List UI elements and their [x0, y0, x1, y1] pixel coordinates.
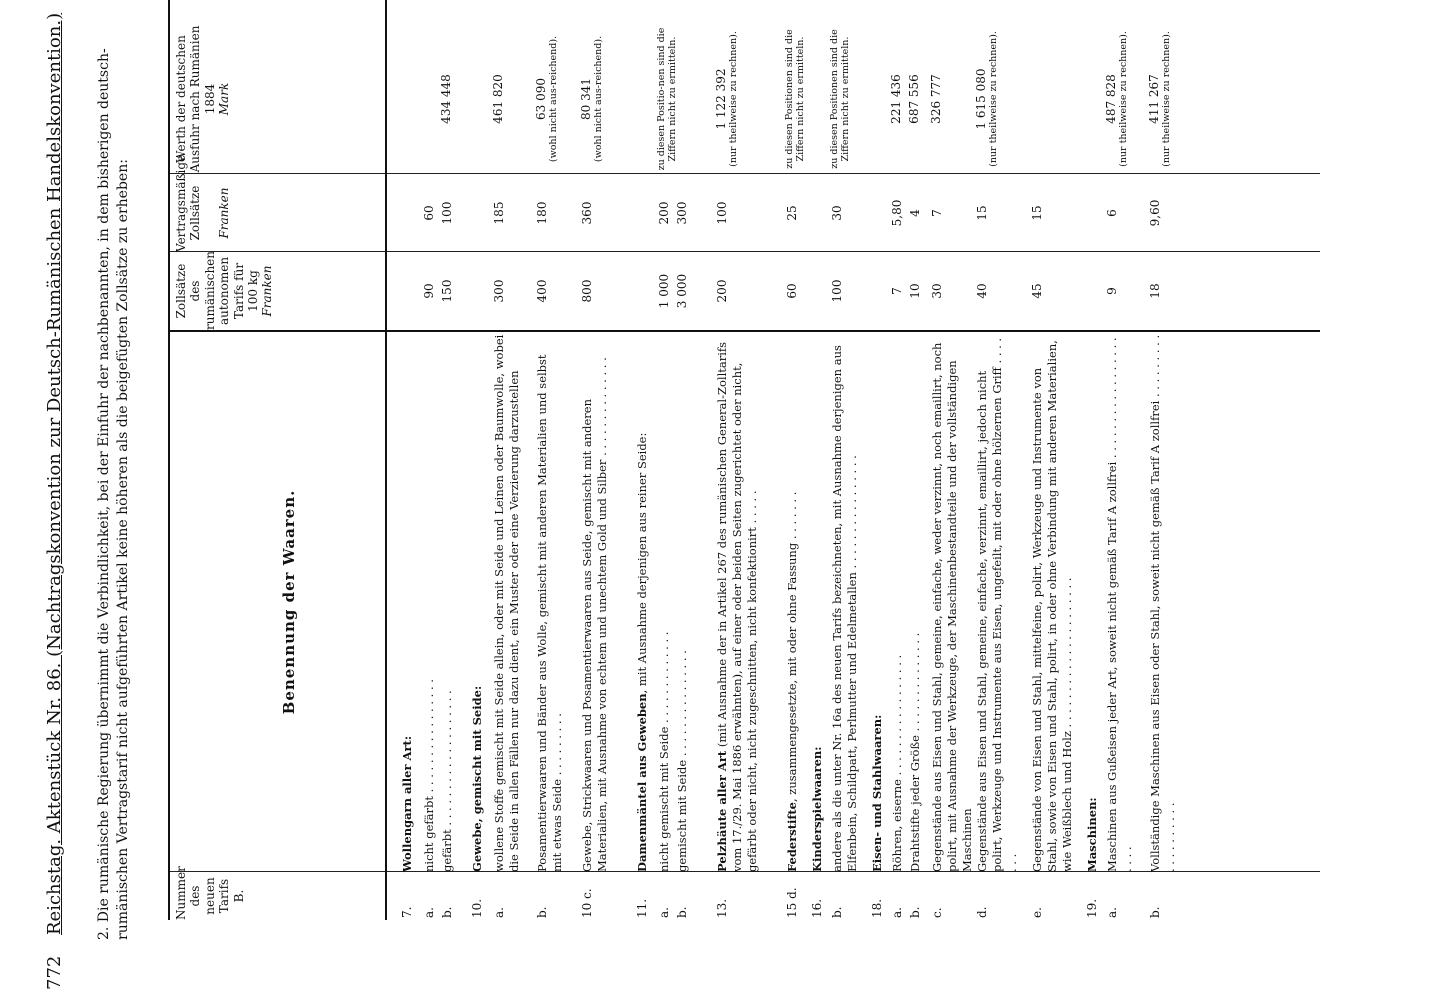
item-description: gemischt mit Seide . . . . . . . . . . . . . . . [675, 650, 689, 872]
item-number: 19. [1085, 898, 1099, 918]
item-number: a. [1105, 907, 1119, 918]
treaty-rate: 300 [675, 201, 689, 225]
autonomous-rate: 3 000 [675, 273, 689, 309]
export-value [657, 24, 679, 174]
item-description: nicht gemischt mit Seide . . . . . . . . . . . . . [657, 631, 671, 872]
item-description: Gegenstände aus Eisen und Stahl, gemeine, einfache, weder verzinnt, noch emaillirt, noch polirt, mit Ausnahme der Werkzeuge, der Maschinenbestandteile und der vollständigen Maschinen [930, 342, 975, 872]
autonomous-rate: 9 [1105, 287, 1119, 295]
item-description: Posamentierwaaren und Bänder aus Wolle, gemischt mit anderen Materialien und selbst mit etwas Seide . . . . . . . . . [535, 354, 565, 872]
treaty-rate: 7 [930, 209, 944, 217]
item-number: 16. [810, 898, 824, 918]
value-note: (nur theilweise zu rechnen). [1160, 31, 1172, 167]
item-number: b. [535, 906, 549, 918]
item-number: a. [890, 907, 904, 918]
autonomous-rate: 90 [422, 283, 436, 299]
header-description: Benennung der Waaren. [280, 489, 298, 715]
autonomous-rate: 30 [930, 283, 944, 299]
item-description: Maschinen: [1085, 797, 1099, 872]
export-value [908, 24, 922, 174]
autonomous-rate: 45 [1030, 283, 1044, 299]
export-value [890, 24, 904, 174]
treaty-rate: 9,60 [1148, 199, 1162, 227]
item-number: 13. [715, 898, 729, 918]
treaty-rate: 6 [1105, 209, 1119, 217]
item-number: b. [440, 906, 454, 918]
treaty-rate: 185 [492, 201, 506, 225]
tariff-table [168, 0, 1320, 920]
item-number: a. [657, 907, 671, 918]
item-number: b. [675, 906, 689, 918]
autonomous-rate: 800 [580, 279, 594, 303]
item-number: b. [908, 906, 922, 918]
export-value [492, 24, 506, 174]
item-description: Maschinen aus Gußeisen jeder Art, soweit nicht gemäß Tarif A zollfrei . . . . . . . . . . . . . . . . . . . . . [1105, 337, 1135, 872]
export-value [1105, 24, 1130, 174]
autonomous-rate: 7 [890, 287, 904, 295]
intro-paragraph: 2. Die rumänische Regierung übernimmt die Verbindlichkeit, bei der Einfuhr der nachbenannten, in dem bisherigen deutsch-rumänischen Vertragstarif nicht aufgeführten Artikel keine höheren als die beigefügten Zollsätze zu erheben: [96, 48, 131, 940]
autonomous-rate: 150 [440, 279, 454, 303]
autonomous-rate: 200 [715, 279, 729, 303]
autonomous-rate: 1 000 [657, 273, 671, 309]
header-autonomous: Zollsätze des rumänischen autonomen Tarifs für 100 kg Franken [174, 250, 275, 330]
item-description: Röhren, eiserne . . . . . . . . . . . . . . . . . [890, 654, 904, 872]
item-number: c. [930, 907, 944, 918]
autonomous-rate: 18 [1148, 283, 1162, 299]
item-description: Wollengarn aller Art: [400, 735, 414, 872]
item-description: nicht gefärbt . . . . . . . . . . . . . . . . [422, 679, 436, 872]
treaty-rate: 4 [908, 209, 922, 217]
export-value [785, 24, 807, 174]
item-description: Vollständige Maschinen aus Eisen oder Stahl, soweit nicht gemäß Tarif A zollfrei . . . . . . . . . . . . . . . . . . . [1148, 334, 1178, 872]
value-note: (nur theilweise zu rechnen). [1117, 31, 1129, 167]
autonomous-rate: 10 [908, 283, 922, 299]
item-number: 10. [470, 898, 484, 918]
item-description: Drahtstifte jeder Größe . . . . . . . . . . . . . . [908, 632, 922, 872]
value-number: 487 828 [1104, 74, 1118, 124]
header-value: Werth der deutschen Ausfuhr nach Rumänien 1884 Mark [174, 25, 232, 173]
value-number: 687 556 [907, 74, 921, 124]
item-description: Kinderspielwaaren: [810, 746, 824, 872]
export-value [830, 24, 852, 174]
item-description: wollene Stoffe gemischt mit Seide allein, oder mit Seide und Leinen oder Baumwolle, wobei die Seide in allen Fällen nur dazu dient, ein Muster oder eine Verzierung darzustellen [492, 334, 522, 872]
value-number: 80 341 [579, 78, 593, 120]
value-number: 326 777 [929, 74, 943, 124]
treaty-rate: 60 [422, 205, 436, 221]
item-description: andere als die unter Nr. 16a des neuen Tarifs bezeichneten, mit Ausnahme derjenigen aus Elfenbein, Schildpatt, Perlmutter und Edelmetallen . . . . . . . . . . . . . . . . [830, 345, 860, 872]
autonomous-rate: 300 [492, 279, 506, 303]
treaty-rate: 30 [830, 205, 844, 221]
treaty-rate: 15 [975, 205, 989, 221]
item-number: d. [975, 906, 989, 918]
item-number: b. [830, 906, 844, 918]
item-number: 15 d. [785, 887, 799, 918]
treaty-rate: 200 [657, 201, 671, 225]
item-description: Gewebe, gemischt mit Seide: [470, 685, 484, 872]
export-value [535, 24, 560, 174]
value-note: (wohl nicht aus-reichend). [547, 35, 559, 163]
header-rule [385, 0, 387, 920]
value-note: (nur theilweise zu rechnen). [987, 31, 999, 167]
treaty-rate: 15 [1030, 205, 1044, 221]
value-note: zu diesen Positionen sind die Ziffern nicht zu ermitteln. [829, 29, 851, 169]
autonomous-rate: 400 [535, 279, 549, 303]
item-number: a. [492, 907, 506, 918]
item-number: 11. [635, 898, 649, 918]
item-number: 10 c. [580, 888, 594, 918]
item-number: 7. [400, 906, 414, 918]
item-description: Eisen- und Stahlwaaren: [870, 714, 884, 872]
item-number: b. [1148, 906, 1162, 918]
side-credit [1398, 0, 1428, 1000]
export-value [930, 24, 944, 174]
export-value [1148, 24, 1173, 174]
treaty-rate: 180 [535, 201, 549, 225]
value-number: 434 448 [439, 74, 453, 124]
value-note: (nur theilweise zu rechnen). [727, 31, 739, 167]
treaty-rate: 25 [785, 205, 799, 221]
treaty-rate: 100 [715, 201, 729, 225]
treaty-rate: 100 [440, 201, 454, 225]
header-number: Nummer des neuen Tarifs B. [174, 866, 246, 920]
treaty-rate: 360 [580, 201, 594, 225]
page-title: Reichstag. Aktenstück Nr. 86. (Nachtragskonvention zur Deutsch-Rumänischen Handelskonvention.) [44, 12, 65, 935]
value-note: zu diesen Positionen sind die Ziffern nicht zu ermitteln. [784, 29, 806, 169]
export-value [715, 24, 740, 174]
item-number: a. [422, 907, 436, 918]
value-note: zu diesen Positio-nen sind die Ziffern nicht zu ermitteln. [656, 27, 678, 171]
export-value [975, 24, 1000, 174]
autonomous-rate: 60 [785, 283, 799, 299]
export-value [440, 24, 454, 174]
header-treaty: Vertragsmäßige Zollsätze Franken [174, 154, 232, 252]
page-number: 772 [44, 955, 65, 990]
value-number: 63 090 [534, 78, 548, 120]
item-description: gefärbt . . . . . . . . . . . . . . . . . . . [440, 690, 454, 872]
page-header [40, 0, 80, 1000]
item-description: Gewebe, Strickwaaren und Posamentierwaaren aus Seide, gemischt mit anderen Materialien, mit Ausnahme von echtem und unechtem Gold und Silber . . . . . . . . . . . . . . [580, 357, 610, 872]
value-note: (wohl nicht aus-reichend). [592, 35, 604, 163]
export-value [580, 24, 605, 174]
treaty-rate: 5,80 [890, 199, 904, 227]
autonomous-rate: 40 [975, 283, 989, 299]
value-number: 461 820 [491, 74, 505, 124]
item-description: Gegenstände aus Eisen und Stahl, gemeine, einfache, verzinnt, emaillirt, jedoch nicht polirt, Werkzeuge und Instrumente aus Eisen, ungefeilt, mit oder ohne hölzernen Griff . . . . . . . [975, 337, 1020, 872]
item-description: Pelzhäute aller Art (mit Ausnahme der in Artikel 267 des rumänischen General-Zolltarifs vom 17./29. Mai 1886 erwähnten), auf einer oder beiden Seiten zugerichtet oder nicht, gefärbt oder nicht, nicht zugeschnitten, nicht konfektionirt . . . . . [715, 341, 760, 872]
item-description: Federstifte, zusammengesetzte, mit oder ohne Fassung . . . . . . . [785, 491, 799, 872]
item-number: 18. [870, 898, 884, 918]
value-number: 1 615 080 [974, 68, 988, 130]
item-description: Damenmäntel aus Geweben, mit Ausnahme derjenigen aus reiner Seide: [635, 432, 649, 872]
value-number: 411 267 [1147, 74, 1161, 124]
value-number: 221 436 [889, 74, 903, 124]
autonomous-rate: 100 [830, 279, 844, 303]
item-description: Gegenstände von Eisen und Stahl, mittelfeine, polirt, Werkzeuge und Instrumente von Stahl, sowie von Eisen und Stahl, polirt, in oder ohne Verbindung mit anderen Materialien, wie Weißblech und Holz . . . . . . . . . . . . . . . . . . . . . [1030, 340, 1075, 872]
value-number: 1 122 392 [714, 68, 728, 130]
item-number: e. [1030, 907, 1044, 918]
